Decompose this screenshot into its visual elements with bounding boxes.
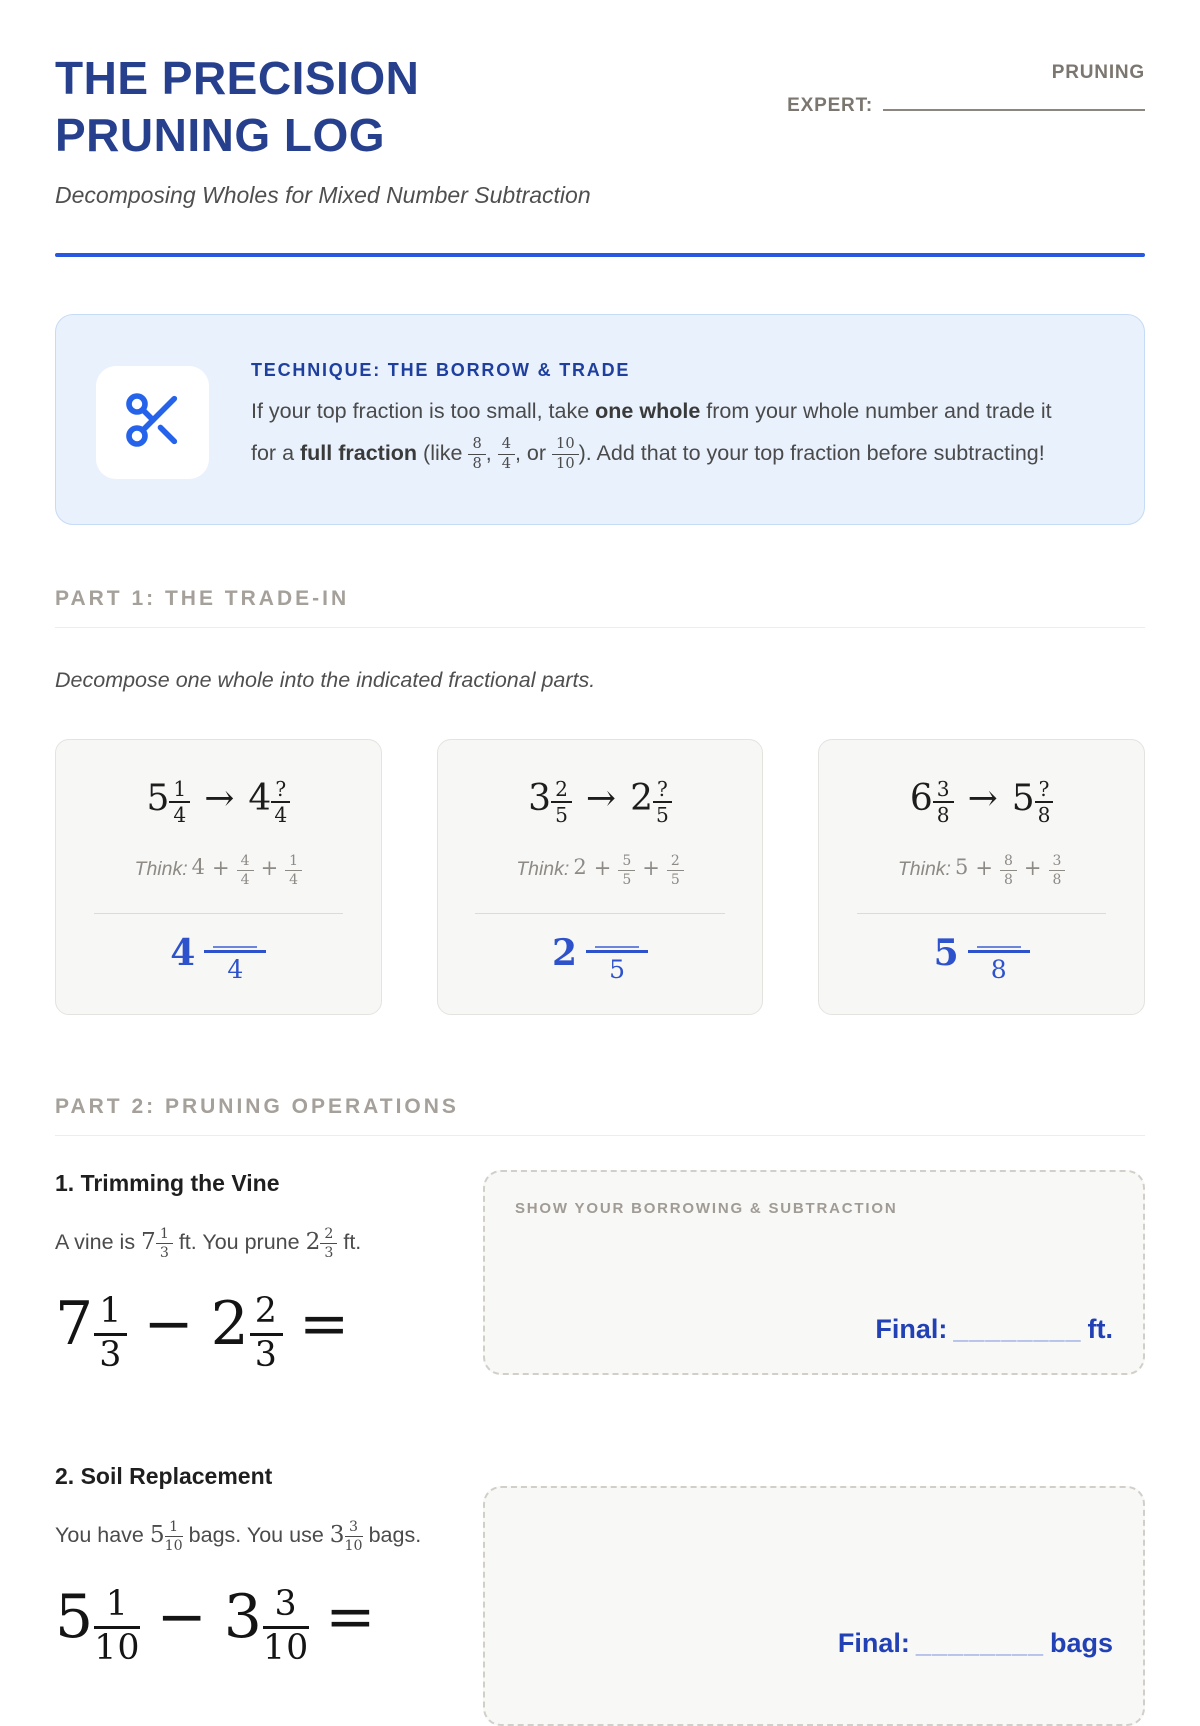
answer-row: 5 8 <box>831 932 1132 984</box>
expert-label-line2-row <box>787 89 1145 122</box>
trade-in-card-1 <box>55 739 382 1015</box>
card-equation: 6 $\frac{3}{8}$ → 5 $\frac{?}{8}$ <box>831 778 1132 825</box>
technique-content <box>251 360 1081 475</box>
problem-1-statement <box>55 1170 455 1375</box>
fraction: $\frac{3}{8}$ <box>933 778 954 825</box>
answer-fraction-blank[interactable]: 5 <box>586 939 648 984</box>
technique-bold: one whole <box>595 399 701 424</box>
trade-in-cards <box>55 739 1145 1015</box>
fraction: $\frac{2}{5}$ <box>551 778 572 825</box>
arrow-icon: → <box>204 778 235 820</box>
problem-2-title: 2. Soil Replacement <box>55 1463 273 1490</box>
trade-in-card-2 <box>437 739 764 1015</box>
problem-2 <box>55 1463 1145 1726</box>
fraction: $\frac{4}{4}$ <box>498 436 515 471</box>
technique-callout <box>55 314 1145 525</box>
fraction: $\frac{1}{3}$ <box>156 1226 173 1260</box>
fraction: $\frac{1}{4}$ <box>169 778 190 825</box>
answer-fraction-blank[interactable]: 8 <box>968 939 1030 984</box>
fraction-unknown: $\frac{?}{8}$ <box>1035 778 1054 825</box>
technique-icon-box <box>96 366 209 479</box>
fraction: $\frac{8}{8}$ <box>468 436 485 471</box>
answer-fraction-blank[interactable]: 4 <box>204 939 266 984</box>
fraction: $\frac{3}{10}$ <box>344 1518 363 1554</box>
technique-text: , or <box>514 440 553 465</box>
fraction: $\frac{1}{10}$ <box>164 1518 183 1554</box>
technique-text: ). Add that to your top fraction before subtracting! <box>578 440 1045 465</box>
fraction: $\frac{1}{3}$ <box>94 1292 127 1373</box>
page-title <box>55 50 591 164</box>
expert-name-blank[interactable] <box>883 93 1145 111</box>
think-hint: Think: 5 + $\frac{8}{8}$ + $\frac{3}{8}$ <box>831 853 1132 887</box>
final-answer-row <box>875 1314 1113 1345</box>
numerator-write-in-blank[interactable] <box>213 939 257 948</box>
problem-2-text: You have 5 $\frac{1}{10}$ bags. You use 3 $\frac{3}{10}$ bags. <box>55 1518 422 1554</box>
page-title-line1: THE PRECISION <box>55 52 420 104</box>
header <box>55 50 1145 209</box>
problem-1-work-area[interactable] <box>483 1170 1145 1375</box>
expert-label-line2: EXPERT: <box>787 95 873 117</box>
final-answer-blank[interactable]: ________ <box>915 1628 1044 1659</box>
final-answer-row <box>838 1628 1113 1659</box>
fraction-unknown: $\frac{?}{5}$ <box>653 778 672 825</box>
problem-2-equation: 5 $\frac{1}{10}$ − 3 $\frac{3}{10}$ = <box>55 1581 377 1668</box>
technique-title: TECHNIQUE: THE BORROW & TRADE <box>251 360 631 381</box>
technique-text: (like <box>417 440 469 465</box>
part2-heading: PART 2: PRUNING OPERATIONS <box>55 1095 459 1119</box>
header-divider <box>55 253 1145 257</box>
part1-divider <box>55 627 1145 628</box>
minus-sign: − <box>143 1288 195 1359</box>
technique-bold: full fraction <box>300 440 418 465</box>
equals-sign: = <box>298 1288 351 1359</box>
title-block <box>55 50 591 209</box>
problem-2-statement <box>55 1463 455 1668</box>
problem-1-text: A vine is 7 $\frac{1}{3}$ ft. You prune 2 $\frac{2}{3}$ ft. <box>55 1225 362 1261</box>
fraction: $\frac{1}{4}$ <box>285 853 302 887</box>
expert-name-block <box>787 56 1145 123</box>
page-title-line2: PRUNING LOG <box>55 109 386 162</box>
problem-2-work-area[interactable] <box>483 1486 1145 1726</box>
card-divider <box>857 913 1107 914</box>
fraction: $\frac{1}{10}$ <box>94 1583 141 1668</box>
problem-1-title: 1. Trimming the Vine <box>55 1170 280 1197</box>
work-area-label: SHOW YOUR BORROWING & SUBTRACTION <box>515 1200 898 1218</box>
card-divider <box>475 913 725 914</box>
fraction: $\frac{5}{5}$ <box>618 853 635 887</box>
problem-1-equation: 7 $\frac{1}{3}$ − 2 $\frac{2}{3}$ = <box>55 1288 351 1375</box>
technique-text: , <box>485 440 498 465</box>
part1-heading: PART 1: THE TRADE-IN <box>55 587 350 611</box>
numerator-write-in-blank[interactable] <box>977 939 1021 948</box>
fraction: $\frac{3}{8}$ <box>1049 853 1066 887</box>
technique-text: If your top fraction is too small, take <box>251 399 596 424</box>
scissors-icon <box>121 388 185 457</box>
technique-text: from your whole number and trade it for a <box>251 399 1052 465</box>
card-divider <box>94 913 344 914</box>
answer-row: 4 4 <box>68 932 369 984</box>
part1-section <box>55 587 1145 1015</box>
fraction-unknown: $\frac{?}{4}$ <box>271 778 290 825</box>
fraction: $\frac{2}{5}$ <box>667 853 684 887</box>
numerator-write-in-blank[interactable] <box>595 939 639 948</box>
think-hint: Think: 2 + $\frac{5}{5}$ + $\frac{2}{5}$ <box>450 853 751 887</box>
answer-row: 2 5 <box>450 932 751 984</box>
expert-label-line1: PRUNING <box>1051 62 1145 83</box>
card-equation: 3 $\frac{2}{5}$ → 2 $\frac{?}{5}$ <box>450 778 751 825</box>
trade-in-card-3 <box>818 739 1145 1015</box>
final-answer-blank[interactable]: ________ <box>953 1314 1082 1345</box>
fraction: $\frac{4}{4}$ <box>237 853 254 887</box>
fraction: $\frac{2}{3}$ <box>250 1292 283 1373</box>
part1-instruction: Decompose one whole into the indicated fractional parts. <box>55 668 596 693</box>
problem-1 <box>55 1170 1145 1375</box>
final-label: Final: <box>875 1314 948 1345</box>
fraction: $\frac{2}{3}$ <box>320 1226 337 1260</box>
part2-divider <box>55 1135 1145 1136</box>
equals-sign: = <box>325 1581 377 1652</box>
arrow-icon: → <box>967 778 998 820</box>
minus-sign: − <box>156 1581 208 1652</box>
technique-body <box>251 391 1081 475</box>
final-unit: bags <box>1049 1628 1113 1659</box>
think-hint: Think: 4 + $\frac{4}{4}$ + $\frac{1}{4}$ <box>68 853 369 887</box>
part2-section <box>55 1095 1145 1726</box>
final-label: Final: <box>837 1628 910 1659</box>
fraction: $\frac{10}{10}$ <box>552 436 579 471</box>
fraction: $\frac{3}{10}$ <box>262 1583 310 1668</box>
arrow-icon: → <box>585 778 617 820</box>
fraction: $\frac{8}{8}$ <box>1000 853 1017 887</box>
final-unit: ft. <box>1087 1314 1113 1345</box>
card-equation: 5 $\frac{1}{4}$ → 4 $\frac{?}{4}$ <box>68 778 369 825</box>
page-subtitle: Decomposing Wholes for Mixed Number Subtraction <box>55 182 591 209</box>
